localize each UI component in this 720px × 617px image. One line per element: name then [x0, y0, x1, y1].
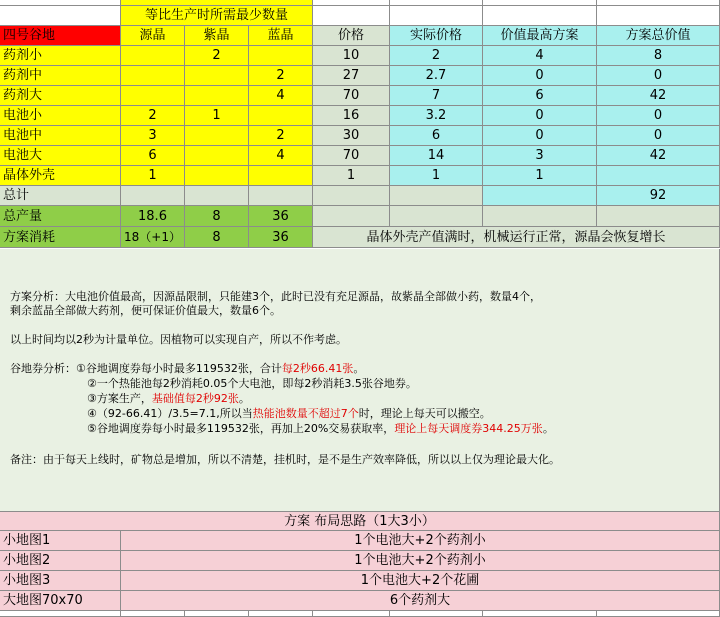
consumption-blue[interactable]: 36 — [249, 227, 313, 248]
cell-r1-f[interactable] — [597, 6, 720, 26]
analysis-line-3: 以上时间均以2秒为计量单位。因植物可以实现自产，所以不作考虑。 — [10, 333, 347, 346]
output-purple[interactable]: 8 — [185, 206, 249, 227]
plan-map[interactable]: 大地图70x70 — [0, 591, 121, 611]
analysis-note[interactable] — [0, 249, 720, 512]
coupon-highlight-1: 每2秒66.41张 — [281, 362, 354, 375]
coupon-line-2: ②一个热能池每2秒消耗0.05个大电池，即每2秒消耗3.5张谷地券。 — [87, 377, 417, 390]
coupon-line-5 — [87, 422, 554, 436]
row-price[interactable]: 27 — [313, 66, 390, 86]
row-actual[interactable]: 6 — [390, 126, 483, 146]
output-label[interactable]: 总产量 — [0, 206, 121, 227]
row-blue[interactable] — [249, 46, 313, 66]
coupon-end-1: 。 — [353, 362, 365, 375]
row-price[interactable]: 10 — [313, 46, 390, 66]
coupon-text-3: ③方案生产， — [87, 392, 152, 405]
cell-bottom-b[interactable] — [121, 611, 185, 617]
header-actual-price[interactable]: 实际价格 — [390, 26, 483, 46]
remark-line: 备注：由于每天上线时，矿物总是增加，所以不清楚，挂机时，是不是生产效率降低，所以以上仅为理论最大化。 — [10, 453, 560, 466]
cell-r1-a[interactable] — [0, 6, 121, 26]
header-blue[interactable]: 蓝晶 — [249, 26, 313, 46]
row-total[interactable]: 0 — [597, 126, 720, 146]
row-name[interactable]: 药剂大 — [0, 86, 121, 106]
cell-r1-c[interactable] — [313, 6, 390, 26]
row-name[interactable]: 电池中 — [0, 126, 121, 146]
row-name[interactable]: 电池大 — [0, 146, 121, 166]
row-blue[interactable]: 4 — [249, 146, 313, 166]
row-total[interactable]: 42 — [597, 146, 720, 166]
plan-layout[interactable]: 6个药剂大 — [121, 591, 720, 611]
row-best[interactable]: 0 — [483, 126, 597, 146]
total-best[interactable] — [483, 186, 597, 206]
plan-header[interactable]: 方案 布局思路（1大3小） — [0, 512, 720, 531]
row-purple[interactable] — [185, 166, 249, 186]
consumption-src[interactable]: 18（+1） — [121, 227, 185, 248]
row-best[interactable]: 4 — [483, 46, 597, 66]
row-actual[interactable]: 2.7 — [390, 66, 483, 86]
coupon-line-1 — [10, 362, 364, 376]
row-purple[interactable] — [185, 66, 249, 86]
total-label[interactable]: 总计 — [0, 186, 121, 206]
header-purple[interactable]: 紫晶 — [185, 26, 249, 46]
coupon-end-4: 时，理论上每天可以搬空。 — [358, 407, 491, 420]
row-price[interactable]: 1 — [313, 166, 390, 186]
coupon-end-3: 。 — [238, 392, 250, 405]
row-best[interactable]: 3 — [483, 146, 597, 166]
row-src[interactable]: 1 — [121, 166, 185, 186]
row-price[interactable]: 70 — [313, 146, 390, 166]
plan-layout[interactable]: 1个电池大+2个药剂小 — [121, 551, 720, 571]
coupon-line-3 — [87, 392, 250, 406]
row-total[interactable] — [597, 166, 720, 186]
output-blue[interactable]: 36 — [249, 206, 313, 227]
header-region[interactable]: 四号谷地 — [0, 26, 121, 46]
row-name[interactable]: 电池小 — [0, 106, 121, 126]
row-best[interactable]: 0 — [483, 66, 597, 86]
header-total-value[interactable]: 方案总价值 — [597, 26, 720, 46]
total-price[interactable] — [313, 186, 390, 206]
row-blue[interactable] — [249, 106, 313, 126]
row-src[interactable]: 3 — [121, 126, 185, 146]
row-name[interactable]: 药剂小 — [0, 46, 121, 66]
row-src[interactable]: 2 — [121, 106, 185, 126]
header-best-plan[interactable]: 价值最高方案 — [483, 26, 597, 46]
row-price[interactable]: 70 — [313, 86, 390, 106]
plan-layout[interactable]: 1个电池大+2个花圃 — [121, 571, 720, 591]
consumption-label[interactable]: 方案消耗 — [0, 227, 121, 248]
cell-bottom-g[interactable] — [483, 611, 597, 617]
row-name[interactable]: 药剂中 — [0, 66, 121, 86]
output-best[interactable] — [483, 206, 597, 227]
row-src[interactable] — [121, 86, 185, 106]
row-blue[interactable]: 4 — [249, 86, 313, 106]
row-src[interactable] — [121, 46, 185, 66]
row-actual[interactable]: 2 — [390, 46, 483, 66]
coupon-text-5: ⑤谷地调度券每小时最多119532张，再加上20%交易获取率， — [87, 422, 395, 435]
total-src[interactable] — [121, 186, 185, 206]
output-actual[interactable] — [390, 206, 483, 227]
row-purple[interactable] — [185, 86, 249, 106]
row-blue[interactable]: 2 — [249, 66, 313, 86]
row-total[interactable]: 42 — [597, 86, 720, 106]
row-price[interactable]: 30 — [313, 126, 390, 146]
cell-bottom-h[interactable] — [597, 611, 720, 617]
header-price[interactable]: 价格 — [313, 26, 390, 46]
analysis-line-1: 方案分析：大电池价值最高，因源晶限制，只能建3个，此时已没有充足源晶，故紫晶全部做小药，数量4个， — [10, 290, 541, 303]
row-name[interactable]: 晶体外壳 — [0, 166, 121, 186]
plan-map[interactable]: 小地图2 — [0, 551, 121, 571]
coupon-line-4 — [87, 407, 491, 421]
row-best[interactable]: 1 — [483, 166, 597, 186]
coupon-text-4: ④（92-66.41）/3.5=7.1,所以当 — [87, 407, 253, 420]
row-blue[interactable] — [249, 166, 313, 186]
row-actual[interactable]: 3.2 — [390, 106, 483, 126]
row-price[interactable]: 16 — [313, 106, 390, 126]
analysis-line-2: 剩余蓝晶全部做大药剂，便可保证价值最大，数量6个。 — [10, 304, 281, 317]
row-best[interactable]: 6 — [483, 86, 597, 106]
row-actual[interactable]: 7 — [390, 86, 483, 106]
cell-bottom-e[interactable] — [313, 611, 390, 617]
plan-layout[interactable]: 1个电池大+2个药剂小 — [121, 531, 720, 551]
coupon-highlight-4: 热能池数量不超过7个 — [252, 407, 359, 420]
total-blue[interactable] — [249, 186, 313, 206]
output-src[interactable]: 18.6 — [121, 206, 185, 227]
plan-map[interactable]: 小地图1 — [0, 531, 121, 551]
coupon-highlight-3: 基础值每2秒92张 — [151, 392, 239, 405]
cell-bottom-d[interactable] — [249, 611, 313, 617]
row-total[interactable]: 0 — [597, 106, 720, 126]
consumption-purple[interactable]: 8 — [185, 227, 249, 248]
coupon-end-5: 。 — [542, 422, 554, 435]
total-purple[interactable] — [185, 186, 249, 206]
total-actual[interactable] — [390, 186, 483, 206]
row-actual[interactable]: 14 — [390, 146, 483, 166]
cell-r1-e[interactable] — [483, 6, 597, 26]
row-purple[interactable] — [185, 146, 249, 166]
row-total[interactable]: 0 — [597, 66, 720, 86]
row-src[interactable]: 6 — [121, 146, 185, 166]
cell-bottom-a[interactable] — [0, 611, 121, 617]
row-total[interactable]: 8 — [597, 46, 720, 66]
cell-r1-d[interactable] — [390, 6, 483, 26]
row-src[interactable] — [121, 66, 185, 86]
coupon-highlight-5: 理论上每天调度券344.25万张 — [394, 422, 543, 435]
cell-bottom-c[interactable] — [185, 611, 249, 617]
group-title[interactable]: 等比生产时所需最少数量 — [121, 6, 313, 26]
header-src[interactable]: 源晶 — [121, 26, 185, 46]
consumption-note[interactable]: 晶体外壳产值满时，机械运行正常，源晶会恢复增长 — [313, 227, 720, 248]
row-purple[interactable]: 1 — [185, 106, 249, 126]
coupon-text-1: 谷地券分析：①谷地调度券每小时最多119532张，合计 — [10, 362, 282, 375]
total-value[interactable]: 92 — [597, 186, 720, 206]
plan-map[interactable]: 小地图3 — [0, 571, 121, 591]
row-purple[interactable]: 2 — [185, 46, 249, 66]
row-blue[interactable]: 2 — [249, 126, 313, 146]
row-actual[interactable]: 1 — [390, 166, 483, 186]
output-price[interactable] — [313, 206, 390, 227]
row-best[interactable]: 0 — [483, 106, 597, 126]
row-purple[interactable] — [185, 126, 249, 146]
cell-bottom-f[interactable] — [390, 611, 483, 617]
output-total[interactable] — [597, 206, 720, 227]
